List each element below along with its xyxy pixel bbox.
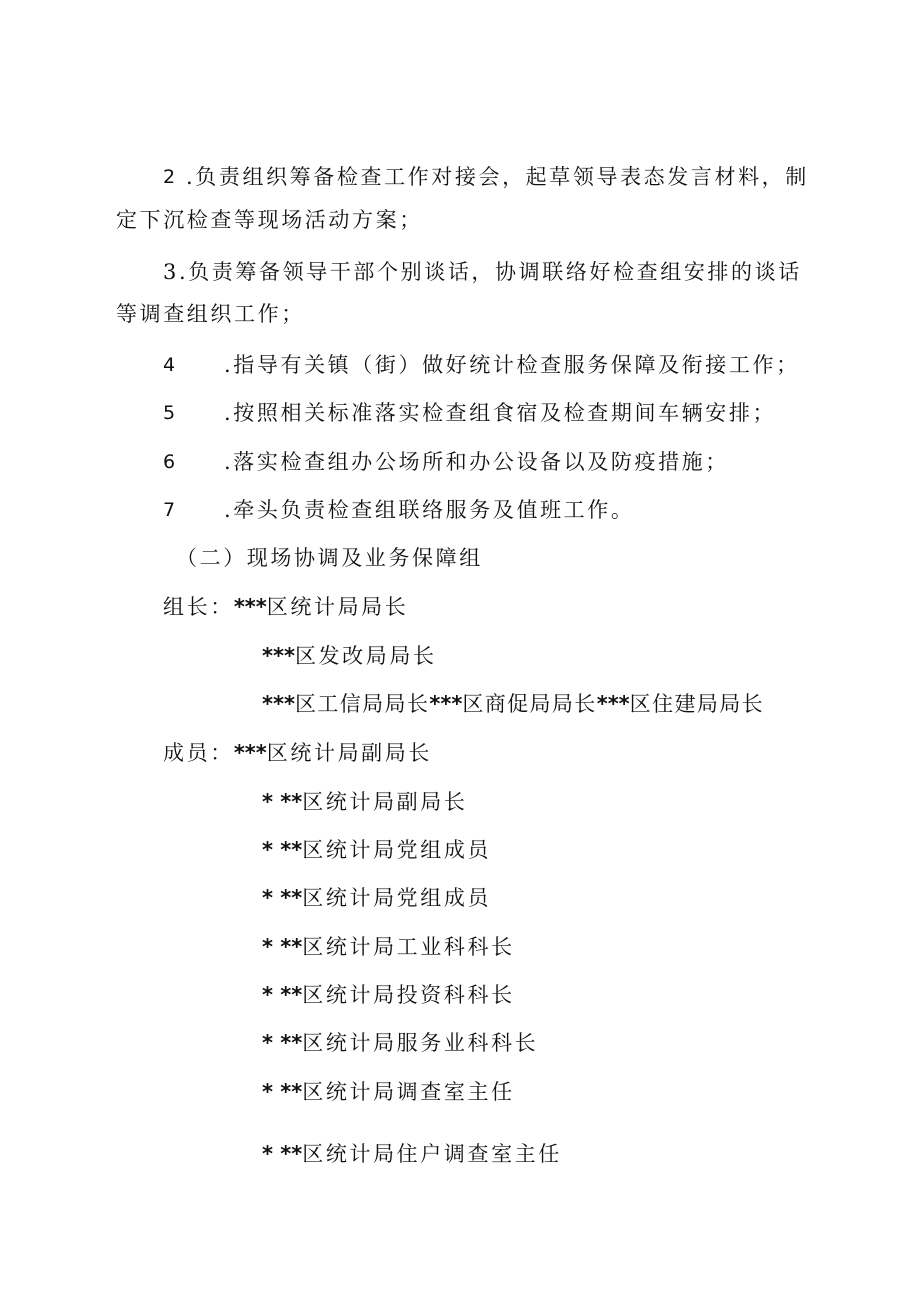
item-3-line-1: 3.负责筹备领导干部个别谈话，协调联络好检查组安排的谈话 [163,260,802,284]
name-placeholder: * ** [262,1031,303,1055]
item-5-number: 5 [163,402,176,424]
name-placeholder: *** [233,595,267,619]
member-line [262,1139,562,1169]
name-placeholder: *** [262,644,295,668]
leader-line-2 [262,641,437,671]
member-line [262,1028,538,1058]
name-placeholder: * ** [262,1080,303,1104]
item-2-line-1: .负责组织筹备检查工作对接会，起草领导表态发言材料，制 [186,165,809,189]
item-2-number: 2 [163,166,176,188]
name-placeholder: *** [596,692,630,716]
leader-line-3 [262,689,764,719]
member-title: 区统计局工业科科长 [302,935,515,959]
item-3-line-2: 等调查组织工作； [116,302,305,326]
item-7-number: 7 [163,499,176,521]
leader-title: 区住建局局长 [629,692,765,716]
leader-title: 区商促局局长 [462,692,597,716]
name-placeholder: * ** [262,838,303,862]
item-4-text: .指导有关镇（街）做好统计检查服务保障及衔接工作； [224,353,800,377]
name-placeholder: * ** [262,983,303,1007]
member-line [262,883,491,913]
member-line [262,932,515,962]
leader-title: 区统计局局长 [266,595,409,619]
member-line [262,1077,515,1107]
item-7-text: .牵头负责检查组联络服务及值班工作。 [224,498,635,522]
member-title: 区统计局调查室主任 [302,1080,515,1104]
item-6-text: .落实检查组办公场所和办公设备以及防疫措施； [224,450,729,474]
name-placeholder: * ** [262,790,303,814]
member-title: 区统计局副局长 [266,741,432,765]
name-placeholder: *** [429,692,463,716]
name-placeholder: *** [233,741,267,765]
section-heading: （二）现场协调及业务保障组 [176,546,483,570]
leader-label: 组长： [163,595,234,619]
item-4-number: 4 [163,354,176,376]
member-title: 区统计局副局长 [302,790,468,814]
name-placeholder: * ** [262,886,303,910]
item-2-line-2: 定下沉检查等现场活动方案； [116,208,423,232]
member-line [262,835,491,865]
leader-title: 区发改局局长 [294,644,437,668]
name-placeholder: * ** [262,1142,303,1166]
member-title: 区统计局服务业科科长 [302,1031,539,1055]
members-label: 成员： [163,741,234,765]
name-placeholder: * ** [262,935,303,959]
member-title: 区统计局党组成员 [302,838,492,862]
leader-title: 区工信局局长 [294,692,430,716]
name-placeholder: *** [262,692,295,716]
member-line [262,980,515,1010]
members-line-1 [163,738,432,768]
leader-line-1 [163,592,408,622]
member-title: 区统计局住户调查室主任 [302,1142,562,1166]
member-title: 区统计局党组成员 [302,886,492,910]
member-title: 区统计局投资科科长 [302,983,515,1007]
item-5-text: .按照相关标准落实检查组食宿及检查期间车辆安排； [224,401,777,425]
item-6-number: 6 [163,451,176,473]
member-line [262,787,467,817]
